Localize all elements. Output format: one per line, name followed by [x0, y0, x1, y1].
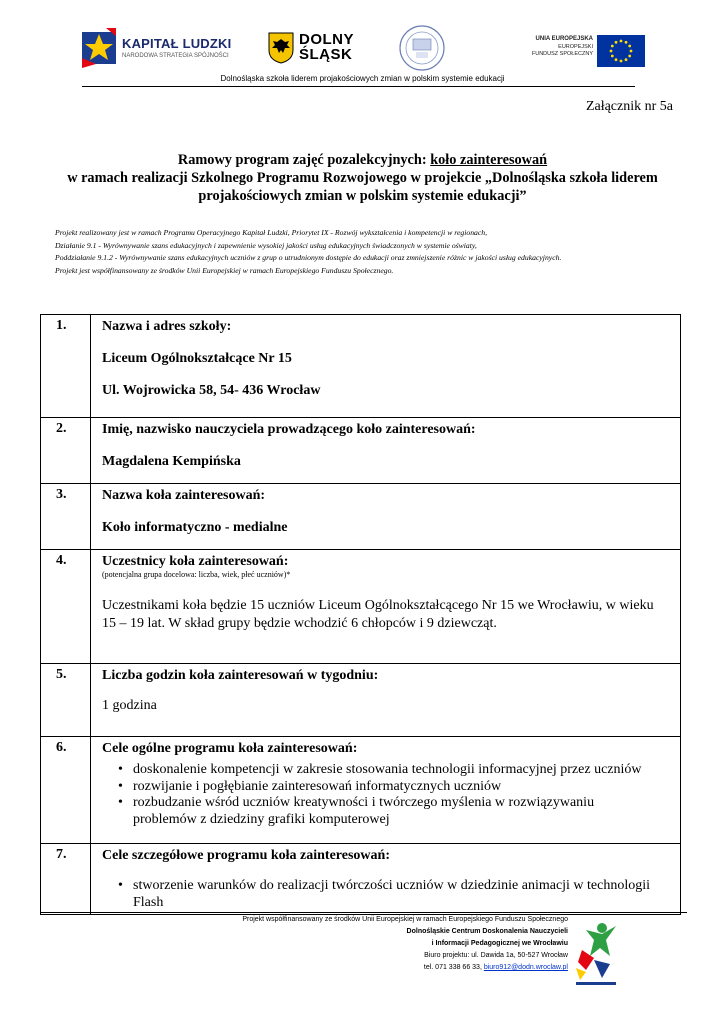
general-goals-list: [102, 762, 674, 828]
document-title: [40, 151, 685, 205]
header-tagline: Dolnośląska szkoła liderem projakościowych zmian w polskim systemie edukacji: [220, 74, 505, 83]
section-heading: Cele szczegółowe programu koła zainteresowań:: [102, 848, 390, 863]
row-content: [91, 315, 681, 418]
teacher-name: Magdalena Kempińska: [102, 454, 241, 469]
kapital-ludzki-star-icon: [82, 28, 118, 68]
eu-flag-icon: [597, 35, 645, 67]
row-content: [91, 550, 681, 664]
club-name: Koło informatyczno - medialne: [102, 520, 288, 535]
project-note-line: Poddziałanie 9.1.2 - Wyrównywanie szans edukacyjnych uczniów z grup o utrudnionym dostępie do edukacji oraz zmniejszenie różnic w jakości usług edukacyjnych.: [55, 253, 562, 262]
section-hint: (potencjalna grupa docelowa: liczba, wiek, płeć uczniów)*: [102, 570, 291, 579]
footer-text: [242, 914, 568, 974]
program-table: [40, 314, 681, 915]
list-item: [118, 878, 674, 911]
participants-line2: 15 – 19 lat. W skład grupy będzie wchodzić 6 chłopców i 9 dziewcząt.: [102, 616, 497, 631]
table-row-hours: [41, 664, 681, 737]
row-number: 1.: [41, 315, 91, 418]
project-note: [55, 227, 675, 277]
dolny-slask-logo: [268, 32, 368, 66]
row-content: [91, 418, 681, 484]
kapital-ludzki-subtitle: NARODOWA STRATEGIA SPÓJNOŚCI: [122, 53, 229, 59]
table-row-school: [41, 315, 681, 418]
project-note-line: Projekt realizowany jest w ramach Programu Operacyjnego Kapitał Ludzki, Priorytet IX - Rozwój wykształcenia i kompetencji w regionach,: [55, 228, 488, 237]
footer-line1: Projekt współfinansowany ze środków Unii Europejskiej w ramach Europejskiego Funduszu Społecznego: [242, 916, 568, 923]
table-row-club-name: [41, 484, 681, 550]
section-heading: Liczba godzin koła zainteresowań w tygodniu:: [102, 668, 379, 683]
eu-line2: EUROPEJSKI: [558, 43, 593, 50]
list-item: [118, 778, 674, 796]
footer-contact: [242, 962, 568, 974]
footer-email-link[interactable]: biuro912@dodn.wroclaw.pl: [483, 964, 568, 971]
table-row-specific-goals: [41, 844, 681, 915]
table-row-teacher: [41, 418, 681, 484]
list-item-text: doskonalenie kompetencji w zakresie stosowania technologii informacyjnej przez uczniów: [133, 762, 642, 777]
title-line1-underlined: koło zainteresowań: [430, 152, 548, 168]
list-item-text: stworzenie warunków do realizacji twórczości uczniów w dziedzinie animacji w technologii: [133, 878, 651, 893]
school-address: Ul. Wojrowicka 58, 54- 436 Wrocław: [102, 383, 321, 398]
bullet-icon: •: [118, 795, 123, 810]
title-line1-prefix: Ramowy program zajęć pozalekcyjnych:: [177, 152, 431, 168]
list-item: [118, 762, 674, 779]
hours-value: 1 godzina: [102, 698, 157, 713]
row-content: [91, 844, 681, 915]
school-name: Liceum Ogólnokształcące Nr 15: [102, 351, 292, 366]
title-line3: projakościowych zmian w polskim systemie edukacji”: [198, 188, 527, 204]
dodn-figures-logo-icon: [572, 920, 620, 988]
row-number: 6.: [41, 737, 91, 844]
bullet-icon: •: [118, 878, 123, 893]
eu-efs-text: [532, 36, 593, 59]
row-number: 3.: [41, 484, 91, 550]
table-row-general-goals: [41, 737, 681, 844]
kapital-ludzki-title: KAPITAŁ LUDZKI: [122, 36, 232, 51]
project-note-line: Działanie 9.1 - Wyrównywanie szans edukacyjnych i zapewnienie wysokiej jakości usług edukacyjnych świadczonych w systemie oświaty,: [55, 240, 477, 250]
dolny-slask-line1: DOLNY: [299, 31, 354, 48]
table-row-participants: [41, 550, 681, 664]
list-item-text: rozbudzanie wśród uczniów kreatywności i twórczego myślenia w rozwiązywaniu: [133, 795, 595, 810]
section-heading: Uczestnicy koła zainteresowań:: [102, 554, 289, 569]
footer-phone: tel. 071 338 66 33,: [423, 964, 484, 971]
bullet-icon: •: [118, 762, 123, 777]
section-heading: Nazwa i adres szkoły:: [102, 319, 232, 334]
dolny-slask-eagle-crest-icon: [268, 32, 294, 64]
title-line2: w ramach realizacji Szkolnego Programu Rozwojowego w projekcie „Dolnośląska szkoła liderem: [67, 170, 658, 186]
kapital-ludzki-logo: [82, 28, 232, 70]
list-item-text: Flash: [133, 894, 164, 910]
bullet-icon: •: [118, 778, 123, 794]
row-number: 5.: [41, 664, 91, 737]
attachment-label: Załącznik nr 5a: [585, 99, 673, 114]
footer-line3: i Informacji Pedagogicznej we Wrocławiu: [431, 940, 568, 947]
row-number: 2.: [41, 418, 91, 484]
list-item-text: problemów z dziedziny grafiki komputerowej: [133, 811, 390, 827]
title-line1: [40, 151, 685, 169]
eu-line3: FUNDUSZ SPOŁECZNY: [531, 51, 593, 57]
section-heading: Imię, nazwisko nauczyciela prowadzącego koło zainteresowań:: [102, 422, 476, 437]
dolny-slask-wordmark: [299, 32, 354, 62]
eu-line1: UNIA EUROPEJSKA: [535, 36, 593, 42]
header-divider: [82, 86, 635, 87]
footer-line2: Dolnośląskie Centrum Doskonalenia Nauczycieli: [406, 928, 568, 935]
specific-goals-list: [102, 878, 674, 911]
section-heading: Nazwa koła zainteresowań:: [102, 488, 266, 503]
row-number: 7.: [41, 844, 91, 915]
row-number: 4.: [41, 550, 91, 664]
row-content: [91, 664, 681, 737]
row-content: [91, 484, 681, 550]
eu-efs-logo: [525, 35, 645, 67]
list-item: [118, 795, 674, 828]
section-heading: Cele ogólne programu koła zainteresowań:: [102, 741, 358, 756]
list-item-text: rozwijanie i pogłębianie zainteresowań informatycznych uczniów: [133, 778, 502, 794]
footer-line4: Biuro projektu: ul. Dawida 1a, 50-527 Wrocław: [424, 952, 568, 959]
dodn-seal-icon: [398, 24, 446, 72]
participants-line1: Uczestnikami koła będzie 15 uczniów Liceum Ogólnokształcącego Nr 15 we Wrocławiu, w wieku: [102, 598, 654, 613]
footer-divider: [40, 912, 687, 913]
project-note-line: Projekt jest współfinansowany ze środków Unii Europejskiej w ramach Europejskiego Funduszu Społecznego.: [55, 265, 394, 275]
dolny-slask-line2: ŚLĄSK: [299, 46, 353, 63]
row-content: [91, 737, 681, 844]
